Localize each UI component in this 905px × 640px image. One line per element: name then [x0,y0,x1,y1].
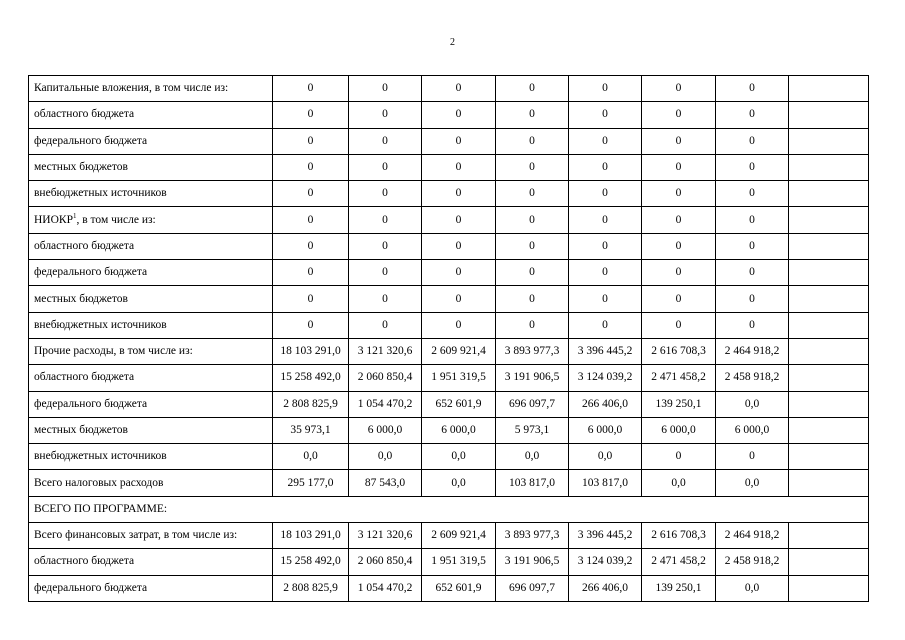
value-cell: 3 124 039,2 [569,365,642,391]
table-row [29,549,869,575]
table-row [29,233,869,259]
value-cell: 0 [422,233,496,259]
value-cell: 0 [496,76,569,102]
value-cell [789,523,869,549]
row-label [29,575,273,601]
value-cell: 3 191 906,5 [496,365,569,391]
value-cell: 0 [349,233,422,259]
value-cell: 0 [422,286,496,312]
row-label [29,523,273,549]
table-row [29,575,869,601]
value-cell: 266 406,0 [569,391,642,417]
row-label-text: областного бюджета [34,239,135,252]
value-cell: 0 [496,128,569,154]
row-label [29,286,273,312]
value-cell: 0 [642,76,716,102]
value-cell: 0 [422,154,496,180]
row-label [29,312,273,338]
value-cell: 0 [349,181,422,207]
value-cell: 0 [716,154,789,180]
row-label-text: Капитальные вложения, в том числе из: [34,82,229,95]
value-cell: 1 951 319,5 [422,549,496,575]
value-cell: 696 097,7 [496,575,569,601]
row-label [29,549,273,575]
row-label-text: областного бюджета [34,108,135,121]
value-cell: 0 [569,233,642,259]
value-cell: 0 [642,154,716,180]
value-cell: 0 [349,207,422,233]
value-cell: 0 [273,260,349,286]
value-cell: 0 [349,260,422,286]
value-cell: 0 [273,207,349,233]
row-label-suffix: , в том числе из: [76,213,156,226]
row-label-text: федерального бюджета [34,266,148,279]
value-cell: 0 [716,76,789,102]
value-cell: 0 [716,312,789,338]
table-row [29,312,869,338]
value-cell: 6 000,0 [349,417,422,443]
value-cell: 0 [642,207,716,233]
value-cell: 2 616 708,3 [642,338,716,364]
value-cell: 0,0 [496,444,569,470]
value-cell: 15 258 492,0 [273,549,349,575]
value-cell: 0 [716,444,789,470]
value-cell: 3 396 445,2 [569,523,642,549]
value-cell: 0,0 [422,444,496,470]
value-cell: 103 817,0 [496,470,569,496]
value-cell [789,338,869,364]
value-cell: 1 054 470,2 [349,575,422,601]
value-cell: 0,0 [422,470,496,496]
value-cell: 0,0 [273,444,349,470]
table-row [29,338,869,364]
value-cell: 0 [422,102,496,128]
value-cell: 0 [422,207,496,233]
value-cell: 2 458 918,2 [716,549,789,575]
value-cell: 3 893 977,3 [496,338,569,364]
value-cell: 0,0 [349,444,422,470]
value-cell: 2 060 850,4 [349,549,422,575]
value-cell: 2 458 918,2 [716,365,789,391]
value-cell [789,312,869,338]
value-cell: 696 097,7 [496,391,569,417]
value-cell: 0 [569,76,642,102]
value-cell: 0 [569,154,642,180]
value-cell: 0 [642,128,716,154]
value-cell: 0 [716,181,789,207]
value-cell: 2 808 825,9 [273,391,349,417]
value-cell: 18 103 291,0 [273,523,349,549]
value-cell: 0 [569,102,642,128]
table-row [29,181,869,207]
row-label-text: Всего финансовых затрат, в том числе из: [34,529,238,542]
value-cell: 652 601,9 [422,575,496,601]
value-cell: 0 [496,233,569,259]
value-cell: 5 973,1 [496,417,569,443]
value-cell: 2 609 921,4 [422,338,496,364]
value-cell: 295 177,0 [273,470,349,496]
value-cell: 3 121 320,6 [349,523,422,549]
value-cell: 0 [496,102,569,128]
value-cell: 0 [642,444,716,470]
value-cell: 0 [422,260,496,286]
value-cell: 0 [642,260,716,286]
row-label [29,233,273,259]
value-cell: 3 124 039,2 [569,549,642,575]
value-cell: 0 [422,181,496,207]
value-cell: 2 616 708,3 [642,523,716,549]
value-cell: 35 973,1 [273,417,349,443]
value-cell: 0 [496,260,569,286]
value-cell: 0 [716,207,789,233]
value-cell [789,470,869,496]
value-cell: 0 [273,128,349,154]
value-cell: 2 609 921,4 [422,523,496,549]
row-label-text: местных бюджетов [34,424,128,436]
row-label-text: областного бюджета [34,555,135,568]
value-cell: 1 951 319,5 [422,365,496,391]
value-cell: 0 [569,128,642,154]
value-cell [789,102,869,128]
value-cell: 2 471 458,2 [642,365,716,391]
value-cell [789,260,869,286]
row-label [29,260,273,286]
value-cell: 2 808 825,9 [273,575,349,601]
value-cell: 0 [569,260,642,286]
row-label-text: федерального бюджета [34,397,148,410]
row-label [29,365,273,391]
value-cell: 0 [422,128,496,154]
value-cell: 139 250,1 [642,575,716,601]
value-cell: 0 [569,286,642,312]
row-label-text: внебюджетных источников [34,450,167,463]
row-label [29,128,273,154]
table-row [29,470,869,496]
value-cell: 0 [273,181,349,207]
row-label [29,417,273,443]
row-label-text: областного бюджета [34,371,135,384]
table-row [29,365,869,391]
table-row [29,154,869,180]
row-label-text: Всего налоговых расходов [34,476,164,489]
value-cell [789,154,869,180]
value-cell: 0 [349,128,422,154]
row-label-text: местных бюджетов [34,161,128,174]
budget-table-body [29,76,869,602]
value-cell: 0 [496,181,569,207]
value-cell: 0,0 [642,470,716,496]
value-cell: 0 [273,102,349,128]
value-cell: 0 [569,181,642,207]
value-cell: 0 [422,312,496,338]
value-cell: 0 [496,286,569,312]
value-cell: 3 191 906,5 [496,549,569,575]
table-row [29,444,869,470]
value-cell: 0 [569,312,642,338]
value-cell: 0 [716,128,789,154]
value-cell [789,286,869,312]
row-label-text: федерального бюджета [34,581,148,594]
value-cell: 6 000,0 [569,417,642,443]
value-cell: 87 543,0 [349,470,422,496]
value-cell [789,76,869,102]
table-row [29,391,869,417]
page-number: 2 [450,37,455,48]
value-cell: 103 817,0 [569,470,642,496]
section-heading: ВСЕГО ПО ПРОГРАММЕ: [29,496,869,522]
budget-table [28,75,869,602]
value-cell: 3 893 977,3 [496,523,569,549]
row-label [29,470,273,496]
table-row [29,523,869,549]
value-cell [789,444,869,470]
row-label-text: внебюджетных источников [34,318,167,331]
value-cell: 0 [496,207,569,233]
value-cell: 1 054 470,2 [349,391,422,417]
value-cell: 266 406,0 [569,575,642,601]
table-row [29,76,869,102]
table-row [29,102,869,128]
value-cell [789,575,869,601]
value-cell: 2 464 918,2 [716,523,789,549]
value-cell: 0,0 [716,470,789,496]
value-cell: 0 [642,286,716,312]
value-cell: 18 103 291,0 [273,338,349,364]
value-cell [789,207,869,233]
value-cell [789,365,869,391]
value-cell: 0 [642,312,716,338]
value-cell [789,391,869,417]
row-label [29,154,273,180]
value-cell: 6 000,0 [422,417,496,443]
value-cell: 0,0 [569,444,642,470]
value-cell [789,417,869,443]
value-cell: 0 [273,233,349,259]
value-cell: 3 396 445,2 [569,338,642,364]
value-cell: 0 [642,233,716,259]
value-cell: 2 464 918,2 [716,338,789,364]
value-cell: 0 [716,286,789,312]
value-cell [789,128,869,154]
value-cell: 2 060 850,4 [349,365,422,391]
row-label [29,391,273,417]
value-cell: 0 [716,260,789,286]
row-label-text: Прочие расходы, в том числе из: [34,345,193,358]
row-label-text: НИОКР [34,213,73,226]
value-cell: 139 250,1 [642,391,716,417]
value-cell: 0,0 [716,575,789,601]
value-cell: 0 [349,76,422,102]
value-cell: 0 [349,154,422,180]
table-row [29,128,869,154]
value-cell: 0 [422,76,496,102]
value-cell [789,549,869,575]
value-cell: 0 [273,76,349,102]
value-cell: 0 [273,154,349,180]
table-row [29,286,869,312]
value-cell: 0 [716,102,789,128]
value-cell: 0 [642,102,716,128]
value-cell: 0 [716,233,789,259]
table-row [29,496,869,522]
value-cell: 6 000,0 [716,417,789,443]
value-cell: 0 [496,312,569,338]
value-cell: 0 [569,207,642,233]
value-cell: 0 [273,286,349,312]
value-cell: 652 601,9 [422,391,496,417]
value-cell: 0 [349,102,422,128]
footnote-marker: 1 [72,211,77,220]
value-cell: 0 [496,154,569,180]
table-row [29,207,869,233]
value-cell: 0 [273,312,349,338]
row-label [29,338,273,364]
value-cell: 0 [642,181,716,207]
row-label [29,76,273,102]
table-row [29,260,869,286]
value-cell: 0,0 [716,391,789,417]
value-cell: 0 [349,312,422,338]
table-row [29,417,869,443]
value-cell [789,181,869,207]
value-cell: 0 [349,286,422,312]
row-label [29,207,273,233]
row-label [29,444,273,470]
value-cell: 2 471 458,2 [642,549,716,575]
value-cell: 15 258 492,0 [273,365,349,391]
row-label-text: внебюджетных источников [34,187,167,200]
value-cell: 6 000,0 [642,417,716,443]
row-label-text: федерального бюджета [34,134,148,147]
value-cell [789,233,869,259]
row-label-text: местных бюджетов [34,292,128,305]
value-cell: 3 121 320,6 [349,338,422,364]
row-label [29,102,273,128]
row-label [29,181,273,207]
